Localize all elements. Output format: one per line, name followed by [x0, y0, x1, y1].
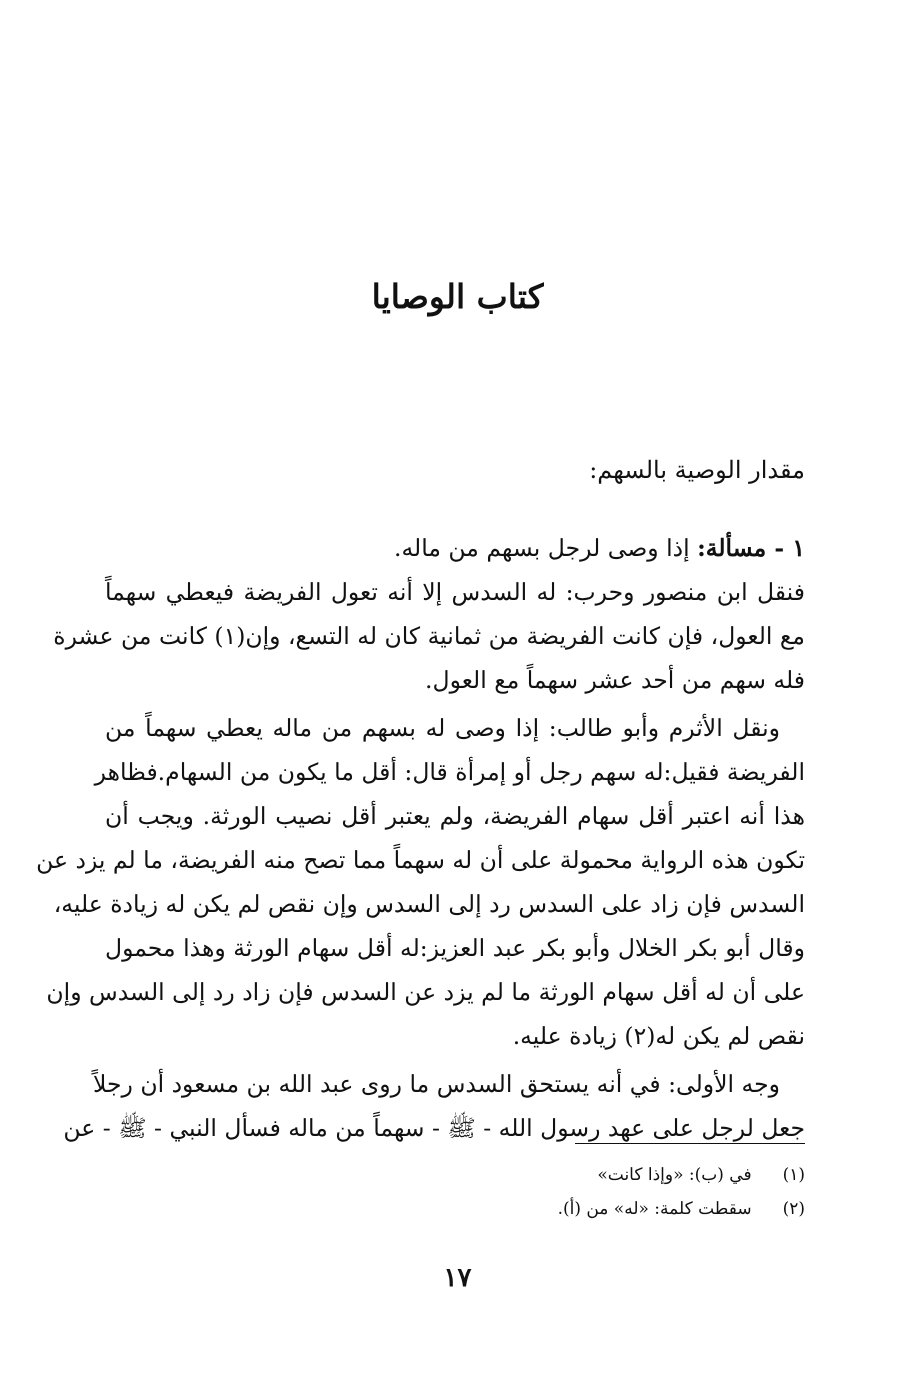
footnote-text: سقطت كلمة: «له» من (أ).	[557, 1199, 752, 1219]
text-line: مع العول، فإن كانت الفريضة من ثمانية كان له التسع، وإن(١) كانت من عشرة	[53, 622, 805, 650]
footnote-number: (٢)	[782, 1199, 805, 1219]
footnote	[105, 1194, 805, 1224]
text-line: هذا أنه اعتبر أقل سهام الفريضة، ولم يعتبر أقل نصيب الورثة. ويجب أن	[105, 802, 805, 830]
text-line: فله سهم من أحد عشر سهماً مع العول.	[425, 666, 805, 694]
footnote-number: (١)	[782, 1165, 805, 1185]
footnote	[105, 1160, 805, 1190]
text-line: نقص لم يكن له(٢) زيادة عليه.	[512, 1022, 805, 1050]
issue-text: إذا وصى لرجل بسهم من ماله.	[393, 534, 690, 562]
text-line: جعل لرجل على عهد رسول الله - ﷺ - سهماً من ماله فسأل النبي - ﷺ - عن	[63, 1114, 805, 1142]
page-number: ١٧	[443, 1263, 472, 1293]
text-line: فنقل ابن منصور وحرب: له السدس إلا أنه تعول الفريضة فيعطي سهماً	[105, 578, 805, 606]
text-line: على أن له أقل سهام الورثة ما لم يزد عن السدس فإن زاد رد إلى السدس وإن	[46, 978, 805, 1006]
text-line: تكون هذه الرواية محمولة على أن له سهماً مما تصح منه الفريضة، ما لم يزد عن	[36, 846, 805, 874]
issue-line	[105, 526, 805, 570]
text-line: السدس فإن زاد على السدس رد إلى السدس وإن نقص لم يكن له زيادة عليه،	[53, 890, 805, 918]
text-line: الفريضة فقيل:له سهم رجل أو إمرأة قال: أقل ما يكون من السهام.فظاهر	[94, 758, 805, 786]
section-heading: مقدار الوصية بالسهم:	[589, 456, 805, 484]
footnote-separator	[575, 1143, 805, 1144]
issue-label: ١ - مسألة:	[697, 534, 805, 562]
chapter-title: كتاب الوصايا	[371, 277, 544, 316]
text-line: وقال أبو بكر الخلال وأبو بكر عبد العزيز:له أقل سهام الورثة وهذا محمول	[105, 934, 805, 962]
text-line: وجه الأولى: في أنه يستحق السدس ما روى عبد الله بن مسعود أن رجلاً	[92, 1070, 780, 1098]
text-line: ونقل الأثرم وأبو طالب: إذا وصى له بسهم من ماله يعطي سهماً من	[105, 714, 780, 742]
footnote-text: في (ب): «وإذا كانت»	[597, 1165, 752, 1185]
